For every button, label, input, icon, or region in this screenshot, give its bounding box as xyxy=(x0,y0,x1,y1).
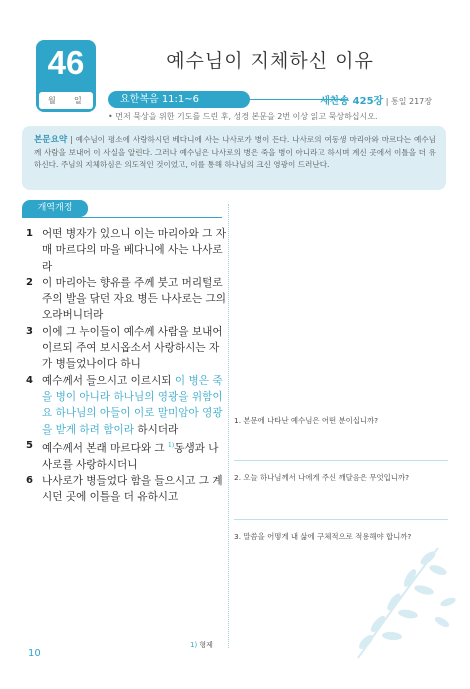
question-3: 3. 말씀을 어떻게 내 삶에 구체적으로 적용해야 합니까? xyxy=(234,532,412,541)
verse-number: 6 xyxy=(26,474,33,486)
verse-4 xyxy=(26,373,228,438)
verse-text: 이 마리아는 향유를 주께 붓고 머리털로 주의 발을 닦던 자요 병든 나사로는 그의 오라버니더라 xyxy=(42,276,226,322)
hymn-info xyxy=(320,92,432,107)
verse-text: 예수께서 본래 마르다와 그 xyxy=(42,442,169,455)
verse-2 xyxy=(26,275,228,324)
footnote xyxy=(190,640,213,650)
verse-text: 예수께서 들으시고 이르시되 xyxy=(42,374,175,387)
page-title: 예수님이 지체하신 이유 xyxy=(166,50,374,72)
footnote-mark: 1) xyxy=(190,641,198,649)
hymn-number: 새찬송 425장 xyxy=(320,96,384,107)
translation-tag: 개역개정 xyxy=(22,200,88,217)
summary-text: 예수님이 평소에 사랑하시던 베다니에 사는 나사로가 병이 든다. 나사로의 여동생 마리아와 마르다는 예수님께 사람을 보내어 이 사실을 알린다. 그러나 예수님은 나사로의 병은 죽을 병이 아니라고 하시며 계신 곳에서 이틀을 더 유하신다. 주님의 지체하심은 의도적인 것이었고, 이를 통해 하나님의 크신 영광이 드러난다. xyxy=(34,135,436,169)
verse-number: 5 xyxy=(26,439,33,451)
verse-number: 4 xyxy=(26,374,33,386)
verse-list xyxy=(26,226,228,506)
footnote-text: 형제 xyxy=(199,641,213,649)
verse-5 xyxy=(26,438,228,473)
hymn-separator: | xyxy=(385,97,389,106)
summary-label: 본문요약 xyxy=(34,135,68,145)
question-2: 2. 오늘 하나님께서 나에게 주신 깨달음은 무엇입니까? xyxy=(234,473,409,482)
column-divider xyxy=(228,204,229,648)
verse-text: 나사로가 병들었다 함을 들으시고 그 계시던 곳에 이틀을 더 유하시고 xyxy=(42,474,223,504)
answer-line[interactable] xyxy=(234,519,448,520)
verse-number: 3 xyxy=(26,325,33,337)
month-label: 월 xyxy=(48,96,56,105)
leaf-branch-icon xyxy=(338,540,460,660)
instruction-text: • 먼저 묵상을 위한 기도를 드린 후, 성경 본문을 2번 이상 읽고 묵상하십시오. xyxy=(108,112,378,121)
summary-box xyxy=(22,126,446,190)
verse-highlight: 이 병은 죽을 병이 아니라 하나님의 영광을 위함이요 하나님의 아들이 이로 말미암아 영광을 받게 하려 함이라 xyxy=(42,374,223,436)
day-number: 46 xyxy=(47,44,85,81)
verse-6 xyxy=(26,473,228,506)
verse-number: 2 xyxy=(26,276,33,288)
hymn-alt-number: 통일 217장 xyxy=(391,97,432,106)
answer-line[interactable] xyxy=(234,460,448,461)
scripture-reference: 요한복음 11:1~6 xyxy=(108,91,250,108)
verse-text: 어떤 병자가 있으니 이는 마리아와 그 자매 마르다의 마을 베다니에 사는 나사로라 xyxy=(42,228,226,273)
page-number: 10 xyxy=(28,648,41,659)
verse-text-end: 하시더라 xyxy=(133,423,179,436)
question-1: 1. 본문에 나타난 예수님은 어떤 분이십니까? xyxy=(234,416,379,425)
verse-1 xyxy=(26,226,228,275)
footnote-marker: 1) xyxy=(168,441,175,449)
verse-text: 이에 그 누이들이 예수께 사람을 보내어 이르되 주여 보시옵소서 사랑하시는 자가 병들었나이다 하니 xyxy=(42,325,223,371)
day-label: 일 xyxy=(74,96,82,105)
verse-number: 1 xyxy=(26,228,33,239)
summary-separator: | xyxy=(70,135,73,144)
verse-3 xyxy=(26,324,228,373)
verse-text-end: 동생과 나사로를 사랑하시더니 xyxy=(42,442,219,471)
verses-rule xyxy=(22,217,222,218)
